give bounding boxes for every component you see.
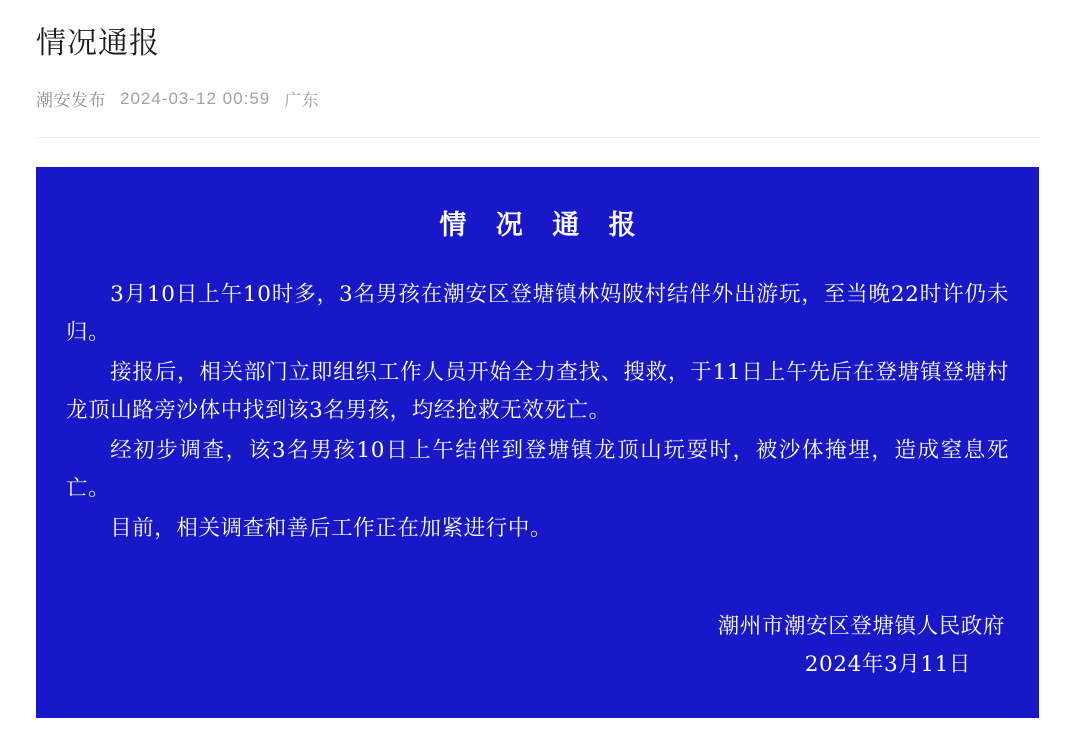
notice-paragraph: 3月10日上午10时多，3名男孩在潮安区登塘镇林妈陂村结伴外出游玩，至当晚22时许仍未归。 bbox=[66, 282, 1009, 345]
notice-card bbox=[36, 167, 1039, 718]
article-source[interactable]: 潮安发布 bbox=[36, 91, 106, 110]
notice-paragraph: 经初步调查，该3名男孩10日上午结伴到登塘镇龙顶山玩耍时，被沙体掩埋，造成窒息死亡。 bbox=[66, 438, 1009, 501]
article-location: 广东 bbox=[284, 91, 320, 110]
notice-wrapper bbox=[0, 138, 1075, 718]
notice-paragraph: 目前，相关调查和善后工作正在加紧进行中。 bbox=[110, 516, 553, 541]
notice-title: 情 况 通 报 bbox=[439, 210, 646, 241]
page-title: 情况通报 bbox=[36, 27, 160, 60]
article-header bbox=[0, 0, 1075, 138]
bottom-strip bbox=[0, 729, 1075, 743]
notice-signature: 潮州市潮安区登塘镇人民政府 bbox=[717, 614, 1005, 639]
notice-date: 2024年3月11日 bbox=[804, 652, 971, 677]
notice-paragraph: 接报后，相关部门立即组织工作人员开始全力查找、搜救，于11日上午先后在登塘镇登塘村龙顶山路旁沙体中找到该3名男孩，均经抢救无效死亡。 bbox=[66, 360, 1009, 423]
article-meta bbox=[36, 86, 1039, 111]
article-datetime: 2024-03-12 00:59 bbox=[120, 88, 271, 108]
